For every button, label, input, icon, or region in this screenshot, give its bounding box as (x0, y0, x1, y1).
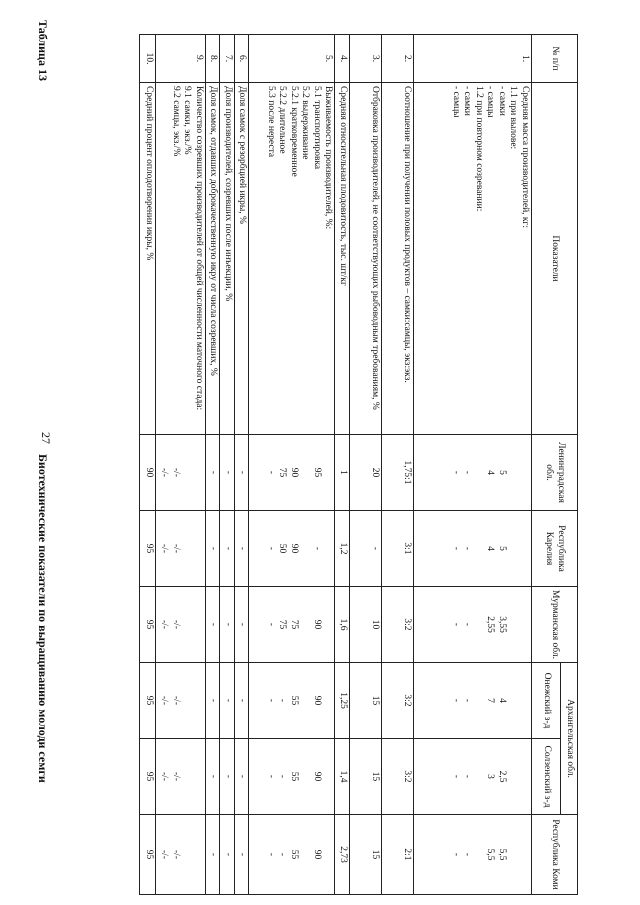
cell-komi: - (205, 815, 220, 895)
row-indicator: Средняя относительная плодовитость, тыс. шт/кг (335, 83, 350, 435)
cell-onega: 15 (350, 663, 382, 739)
cell-murmansk: 3,55 2,55 - - (414, 587, 532, 663)
row-indicator: Доля производителей, созревших после инъекции, % (220, 83, 235, 435)
cell-solzensky: 95 (140, 739, 156, 815)
header-num: № п/п (532, 35, 578, 83)
row-number: 4. (335, 35, 350, 83)
cell-karelia: - 90 50 - (249, 511, 335, 587)
header-solzensky: Солзенский з-д (532, 739, 561, 815)
row-indicator: Доля самок, отдавших доброкачественную икру от числа созревших, % (205, 83, 220, 435)
table-number-text: Таблица 13 (36, 20, 50, 81)
row-indicator: Выживаемость производителей, %: 5.1 транспортировка 5.2 выдерживание 5.2.1 кратковременное 5.2.2 длительное 5.3 после нереста (249, 83, 335, 435)
cell-murmansk: -/- -/- (156, 587, 205, 663)
row-number: 9. (156, 35, 205, 83)
row-number: 2. (382, 35, 414, 83)
table-row (156, 35, 205, 895)
page-title-text: Биотехнические показатели по выращиванию молоди семги (36, 454, 50, 783)
cell-murmansk: 3:2 (382, 587, 414, 663)
row-number: 8. (205, 35, 220, 83)
cell-murmansk: 1,6 (335, 587, 350, 663)
cell-komi: 15 (350, 815, 382, 895)
table-row (414, 35, 532, 895)
cell-onega: -/- -/- (156, 663, 205, 739)
cell-komi: 95 (140, 815, 156, 895)
cell-leningrad: -/- -/- (156, 435, 205, 511)
cell-solzensky: 2,5 3 - - (414, 739, 532, 815)
table-row (234, 35, 249, 895)
row-number: 5. (249, 35, 335, 83)
header-komi: Республика Коми (532, 815, 578, 895)
cell-murmansk: - (220, 587, 235, 663)
header-indicators: Показатели (532, 83, 578, 435)
page-number-text: 27 (39, 432, 53, 444)
cell-murmansk: 10 (350, 587, 382, 663)
cell-solzensky: 1,4 (335, 739, 350, 815)
page-number (39, 432, 64, 444)
cell-leningrad: - (205, 435, 220, 511)
cell-karelia: 1,2 (335, 511, 350, 587)
cell-leningrad: 5 4 - - (414, 435, 532, 511)
cell-solzensky: 15 (350, 739, 382, 815)
cell-leningrad: 1 (335, 435, 350, 511)
cell-leningrad: 20 (350, 435, 382, 511)
cell-murmansk: 90 75 75 - (249, 587, 335, 663)
cell-onega: 4 7 - - (414, 663, 532, 739)
cell-leningrad: 95 90 75 - (249, 435, 335, 511)
row-indicator: Доля самок с резорбцией икры, % (234, 83, 249, 435)
cell-onega: - (205, 663, 220, 739)
row-indicator: Средний процент оплодотворения икры, % (140, 83, 156, 435)
cell-komi: -/- -/- (156, 815, 205, 895)
table-number (36, 20, 111, 81)
header-row (561, 35, 578, 895)
cell-komi: - (220, 815, 235, 895)
cell-leningrad: 1,75:1 (382, 435, 414, 511)
table-row (205, 35, 220, 895)
cell-onega: 95 (140, 663, 156, 739)
cell-murmansk: - (234, 587, 249, 663)
cell-karelia: 3:1 (382, 511, 414, 587)
cell-komi: 5,5 5,5 - - (414, 815, 532, 895)
cell-karelia: 95 (140, 511, 156, 587)
header-karelia: Республика Карелия (532, 511, 578, 587)
cell-solzensky: -/- -/- (156, 739, 205, 815)
cell-onega: 1,25 (335, 663, 350, 739)
cell-leningrad: - (234, 435, 249, 511)
table-row (350, 35, 382, 895)
row-indicator: Количество созревших производителей от общей численности маточного стада: 9.1 самки, экз./% 9.2 самцы, экз./% (156, 83, 205, 435)
cell-onega: 90 55 - - (249, 663, 335, 739)
cell-onega: 3:2 (382, 663, 414, 739)
header-arkhangelsk: Архангельская обл. (561, 663, 578, 815)
row-number: 10. (140, 35, 156, 83)
cell-karelia: - (220, 511, 235, 587)
cell-leningrad: - (220, 435, 235, 511)
cell-karelia: - (234, 511, 249, 587)
cell-karelia: -/- -/- (156, 511, 205, 587)
cell-komi: 2,73 (335, 815, 350, 895)
header-murmansk: Мурманская обл. (532, 587, 578, 663)
cell-komi: - (234, 815, 249, 895)
cell-solzensky: - (234, 739, 249, 815)
row-indicator: Соотношение при получении половых продуктов – самки:самцы, экз:экз. (382, 83, 414, 435)
cell-onega: - (234, 663, 249, 739)
row-number: 7. (220, 35, 235, 83)
row-number: 6. (234, 35, 249, 83)
table-row (335, 35, 350, 895)
cell-solzensky: - (205, 739, 220, 815)
cell-murmansk: - (205, 587, 220, 663)
table-row (140, 35, 156, 895)
cell-komi: 2:1 (382, 815, 414, 895)
cell-solzensky: 90 55 - - (249, 739, 335, 815)
cell-murmansk: 95 (140, 587, 156, 663)
cell-solzensky: - (220, 739, 235, 815)
table-body (140, 35, 532, 895)
header-leningrad: Ленинградская обл. (532, 435, 578, 511)
row-indicator: Отбраковка производителей, не соответствующих рыбоводным требованиям, % (350, 83, 382, 435)
table-row (382, 35, 414, 895)
table-frame (144, 34, 578, 894)
cell-karelia: - (350, 511, 382, 587)
table-row (249, 35, 335, 895)
row-indicator: Средняя масса производителей, кг: 1.1 при вылове: - самки - самцы 1.2 при повторном созревании: - самки - самцы (414, 83, 532, 435)
cell-onega: - (220, 663, 235, 739)
cell-leningrad: 90 (140, 435, 156, 511)
row-number: 1. (414, 35, 532, 83)
cell-solzensky: 3:2 (382, 739, 414, 815)
cell-karelia: - (205, 511, 220, 587)
header-onega: Онежский з-д (532, 663, 561, 739)
cell-komi: 90 55 - - (249, 815, 335, 895)
table-row (220, 35, 235, 895)
row-number: 3. (350, 35, 382, 83)
cell-karelia: 5 4 - - (414, 511, 532, 587)
biotech-indicators-table (139, 34, 578, 895)
